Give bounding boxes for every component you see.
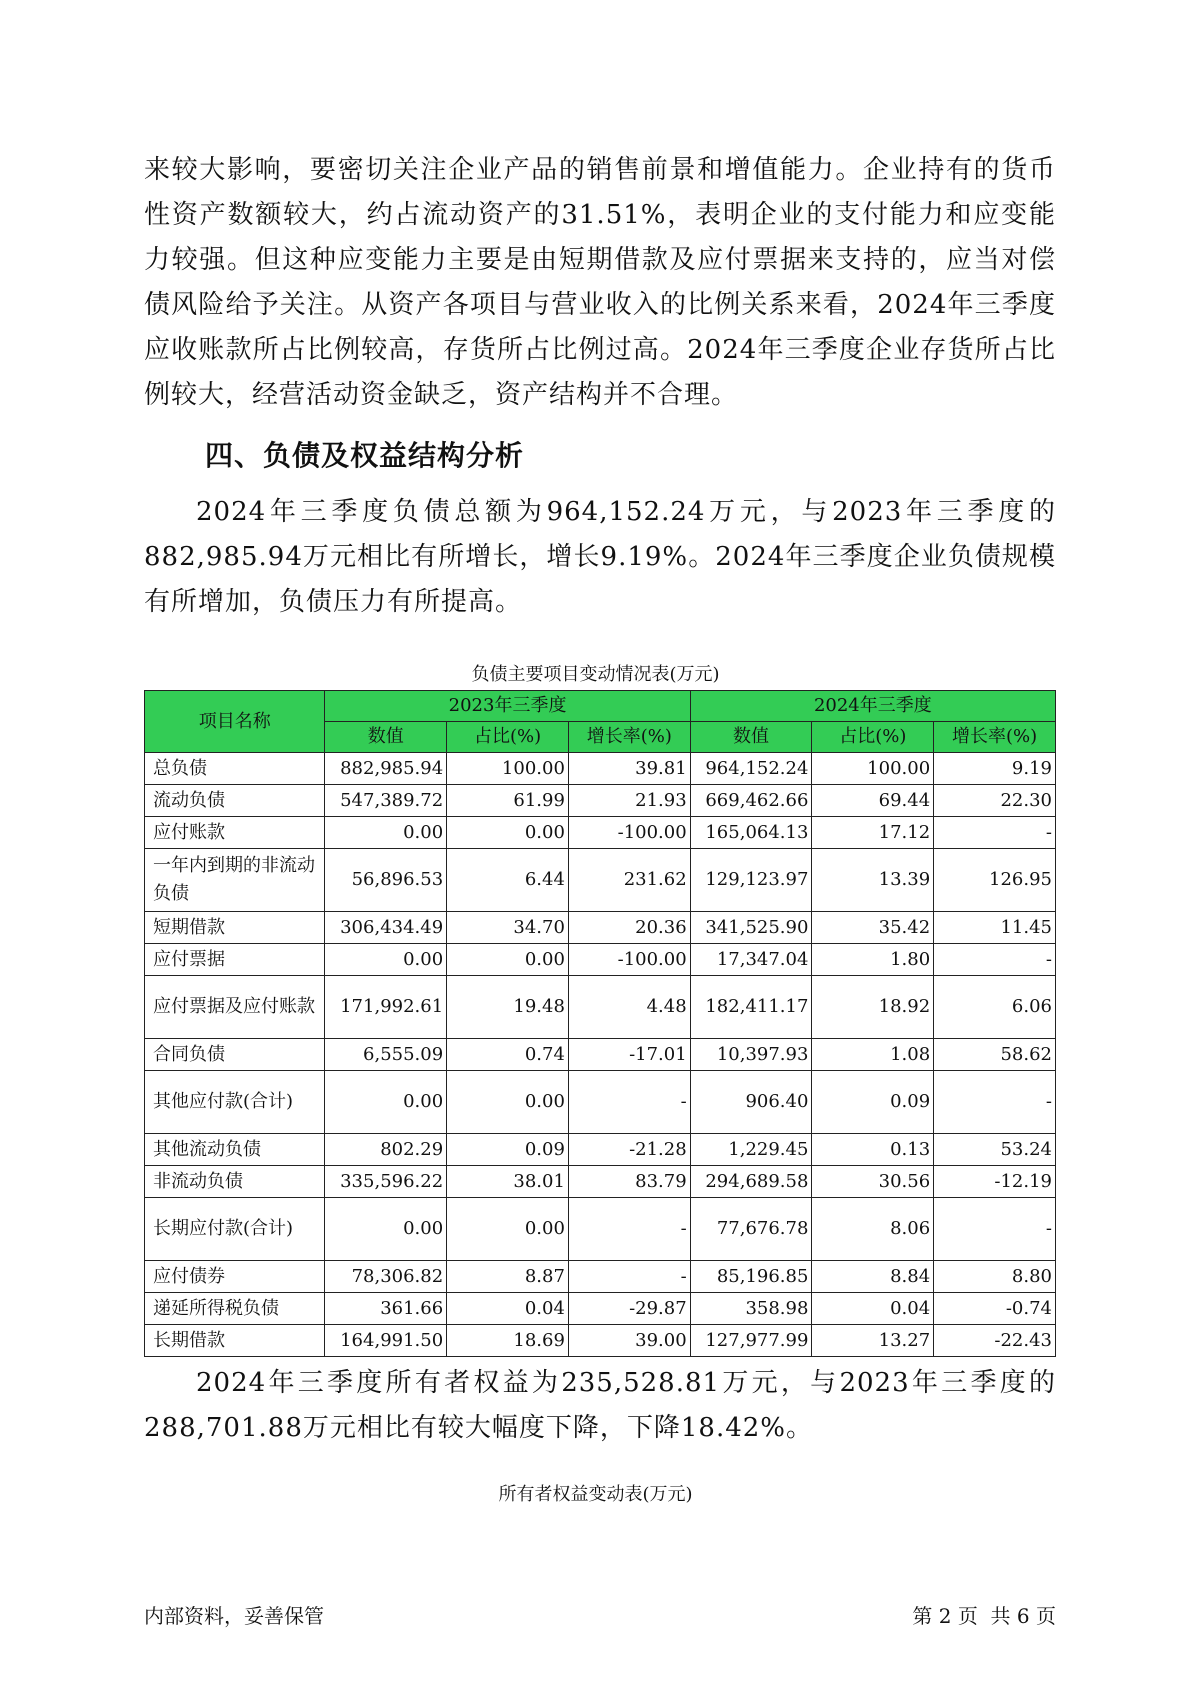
- table-row: [145, 849, 1056, 912]
- table-cell: -: [934, 944, 1056, 976]
- table-cell: 13.27: [812, 1325, 934, 1357]
- table-cell: 56,896.53: [325, 849, 447, 912]
- table-cell: 802.29: [325, 1134, 447, 1166]
- table-cell: 8.87: [447, 1261, 569, 1293]
- table-cell: 231.62: [568, 849, 690, 912]
- table-cell: 9.19: [934, 753, 1056, 785]
- table-cell: -100.00: [568, 944, 690, 976]
- table-cell: -: [568, 1071, 690, 1134]
- table-cell: 22.30: [934, 785, 1056, 817]
- header-sub: 数值: [325, 722, 447, 753]
- table-cell: 53.24: [934, 1134, 1056, 1166]
- table-cell: 4.48: [568, 976, 690, 1039]
- table-cell: 39.81: [568, 753, 690, 785]
- row-label: 非流动负债: [145, 1166, 325, 1198]
- row-label: 一年内到期的非流动负债: [145, 849, 325, 912]
- header-item-name: 项目名称: [145, 691, 325, 753]
- table-cell: 30.56: [812, 1166, 934, 1198]
- table-cell: 100.00: [447, 753, 569, 785]
- table-cell: 39.00: [568, 1325, 690, 1357]
- table-cell: 85,196.85: [690, 1261, 812, 1293]
- table-cell: 335,596.22: [325, 1166, 447, 1198]
- table-cell: -: [568, 1261, 690, 1293]
- table-cell: 341,525.90: [690, 912, 812, 944]
- table-cell: 34.70: [447, 912, 569, 944]
- table-cell: 17,347.04: [690, 944, 812, 976]
- table-cell: 20.36: [568, 912, 690, 944]
- table-cell: 669,462.66: [690, 785, 812, 817]
- table-cell: 17.12: [812, 817, 934, 849]
- table-cell: -17.01: [568, 1039, 690, 1071]
- table-cell: 21.93: [568, 785, 690, 817]
- table-cell: 10,397.93: [690, 1039, 812, 1071]
- header-sub: 占比(%): [812, 722, 934, 753]
- footer-page-number: 第 2 页 共 6 页: [912, 1604, 1056, 1628]
- header-sub: 数值: [690, 722, 812, 753]
- row-label: 应付账款: [145, 817, 325, 849]
- table-cell: -: [934, 817, 1056, 849]
- table-cell: 882,985.94: [325, 753, 447, 785]
- table-cell: 0.74: [447, 1039, 569, 1071]
- table-cell: 358.98: [690, 1293, 812, 1325]
- footer-confidential-note: 内部资料，妥善保管: [144, 1604, 324, 1628]
- row-label: 应付债券: [145, 1261, 325, 1293]
- table-row: [145, 785, 1056, 817]
- header-sub: 占比(%): [447, 722, 569, 753]
- table-cell: 0.00: [325, 817, 447, 849]
- table-row: [145, 912, 1056, 944]
- table-cell: 0.00: [447, 944, 569, 976]
- table-cell: 77,676.78: [690, 1198, 812, 1261]
- table-cell: 0.09: [447, 1134, 569, 1166]
- section-heading: 四、负债及权益结构分析: [205, 439, 525, 472]
- row-label: 流动负债: [145, 785, 325, 817]
- table-cell: 38.01: [447, 1166, 569, 1198]
- table-cell: 361.66: [325, 1293, 447, 1325]
- table-row: [145, 753, 1056, 785]
- table-cell: -0.74: [934, 1293, 1056, 1325]
- table-row: [145, 1198, 1056, 1261]
- table-row: [145, 1071, 1056, 1134]
- table-cell: 78,306.82: [325, 1261, 447, 1293]
- table-row: [145, 1166, 1056, 1198]
- row-label: 其他应付款(合计): [145, 1071, 325, 1134]
- header-group-2024: 2024年三季度: [690, 691, 1055, 722]
- table-cell: 0.13: [812, 1134, 934, 1166]
- table-cell: 0.00: [447, 1071, 569, 1134]
- table-cell: 129,123.97: [690, 849, 812, 912]
- table-body: [145, 753, 1056, 1357]
- table-cell: -: [934, 1071, 1056, 1134]
- liability-table: [144, 690, 1056, 1357]
- table-cell: -29.87: [568, 1293, 690, 1325]
- row-label: 短期借款: [145, 912, 325, 944]
- table-cell: 0.04: [812, 1293, 934, 1325]
- row-label: 递延所得税负债: [145, 1293, 325, 1325]
- table-row: [145, 1325, 1056, 1357]
- table-cell: 61.99: [447, 785, 569, 817]
- table-row: [145, 976, 1056, 1039]
- row-label: 其他流动负债: [145, 1134, 325, 1166]
- row-label: 应付票据及应付账款: [145, 976, 325, 1039]
- table-cell: 182,411.17: [690, 976, 812, 1039]
- table-cell: 0.00: [325, 944, 447, 976]
- table-cell: 171,992.61: [325, 976, 447, 1039]
- table-row: [145, 1293, 1056, 1325]
- table-cell: 547,389.72: [325, 785, 447, 817]
- table-cell: 0.00: [325, 1071, 447, 1134]
- row-label: 合同负债: [145, 1039, 325, 1071]
- table-cell: 0.04: [447, 1293, 569, 1325]
- table-row: [145, 817, 1056, 849]
- table-row: [145, 1039, 1056, 1071]
- header-group-2023: 2023年三季度: [325, 691, 690, 722]
- table-cell: 964,152.24: [690, 753, 812, 785]
- equity-table-caption: 所有者权益变动表(万元): [498, 1484, 693, 1505]
- table-cell: 100.00: [812, 753, 934, 785]
- row-label: 总负债: [145, 753, 325, 785]
- table-cell: 8.06: [812, 1198, 934, 1261]
- header-sub: 增长率(%): [568, 722, 690, 753]
- table-row: [145, 1261, 1056, 1293]
- table-cell: 6.06: [934, 976, 1056, 1039]
- table-cell: 1,229.45: [690, 1134, 812, 1166]
- table-cell: 0.00: [447, 1198, 569, 1261]
- table-cell: 906.40: [690, 1071, 812, 1134]
- row-label: 长期应付款(合计): [145, 1198, 325, 1261]
- table-cell: 6,555.09: [325, 1039, 447, 1071]
- table-cell: 164,991.50: [325, 1325, 447, 1357]
- table-cell: 8.84: [812, 1261, 934, 1293]
- table-cell: 1.80: [812, 944, 934, 976]
- table-cell: 8.80: [934, 1261, 1056, 1293]
- paragraph-liability-summary: 2024年三季度负债总额为964,152.24万元，与2023年三季度的882,985.94万元相比有所增长，增长9.19%。2024年三季度企业负债规模有所增加，负债压力有所提高。: [144, 497, 1056, 617]
- table-cell: 19.48: [447, 976, 569, 1039]
- table-cell: 35.42: [812, 912, 934, 944]
- table-cell: 0.09: [812, 1071, 934, 1134]
- row-label: 应付票据: [145, 944, 325, 976]
- row-label: 长期借款: [145, 1325, 325, 1357]
- table-caption: 负债主要项目变动情况表(万元): [471, 664, 720, 685]
- table-cell: -12.19: [934, 1166, 1056, 1198]
- table-cell: -21.28: [568, 1134, 690, 1166]
- paragraph-equity-summary: 2024年三季度所有者权益为235,528.81万元，与2023年三季度的288,701.88万元相比有较大幅度下降，下降18.42%。: [144, 1368, 1056, 1443]
- table-cell: 58.62: [934, 1039, 1056, 1071]
- table-cell: 165,064.13: [690, 817, 812, 849]
- table-cell: 0.00: [447, 817, 569, 849]
- table-cell: 127,977.99: [690, 1325, 812, 1357]
- table-cell: 11.45: [934, 912, 1056, 944]
- table-cell: -22.43: [934, 1325, 1056, 1357]
- table-cell: 18.92: [812, 976, 934, 1039]
- table-cell: 6.44: [447, 849, 569, 912]
- header-sub: 增长率(%): [934, 722, 1056, 753]
- table-row: [145, 1134, 1056, 1166]
- table-cell: 1.08: [812, 1039, 934, 1071]
- table-cell: -: [934, 1198, 1056, 1261]
- table-cell: 126.95: [934, 849, 1056, 912]
- table-cell: 306,434.49: [325, 912, 447, 944]
- table-cell: 69.44: [812, 785, 934, 817]
- table-cell: 83.79: [568, 1166, 690, 1198]
- paragraph-asset-analysis: 来较大影响，要密切关注企业产品的销售前景和增值能力。企业持有的货币性资产数额较大，约占流动资产的31.51%，表明企业的支付能力和应变能力较强。但这种应变能力主要是由短期借款及应付票据来支持的，应当对偿债风险给予关注。从资产各项目与营业收入的比例关系来看，2024年三季度应收账款所占比例较高，存货所占比例过高。2024年三季度企业存货所占比例较大，经营活动资金缺乏，资产结构并不合理。: [144, 155, 1056, 410]
- table-cell: -100.00: [568, 817, 690, 849]
- table-cell: 18.69: [447, 1325, 569, 1357]
- table-cell: 294,689.58: [690, 1166, 812, 1198]
- table-row: [145, 944, 1056, 976]
- table-cell: 0.00: [325, 1198, 447, 1261]
- table-cell: -: [568, 1198, 690, 1261]
- table-cell: 13.39: [812, 849, 934, 912]
